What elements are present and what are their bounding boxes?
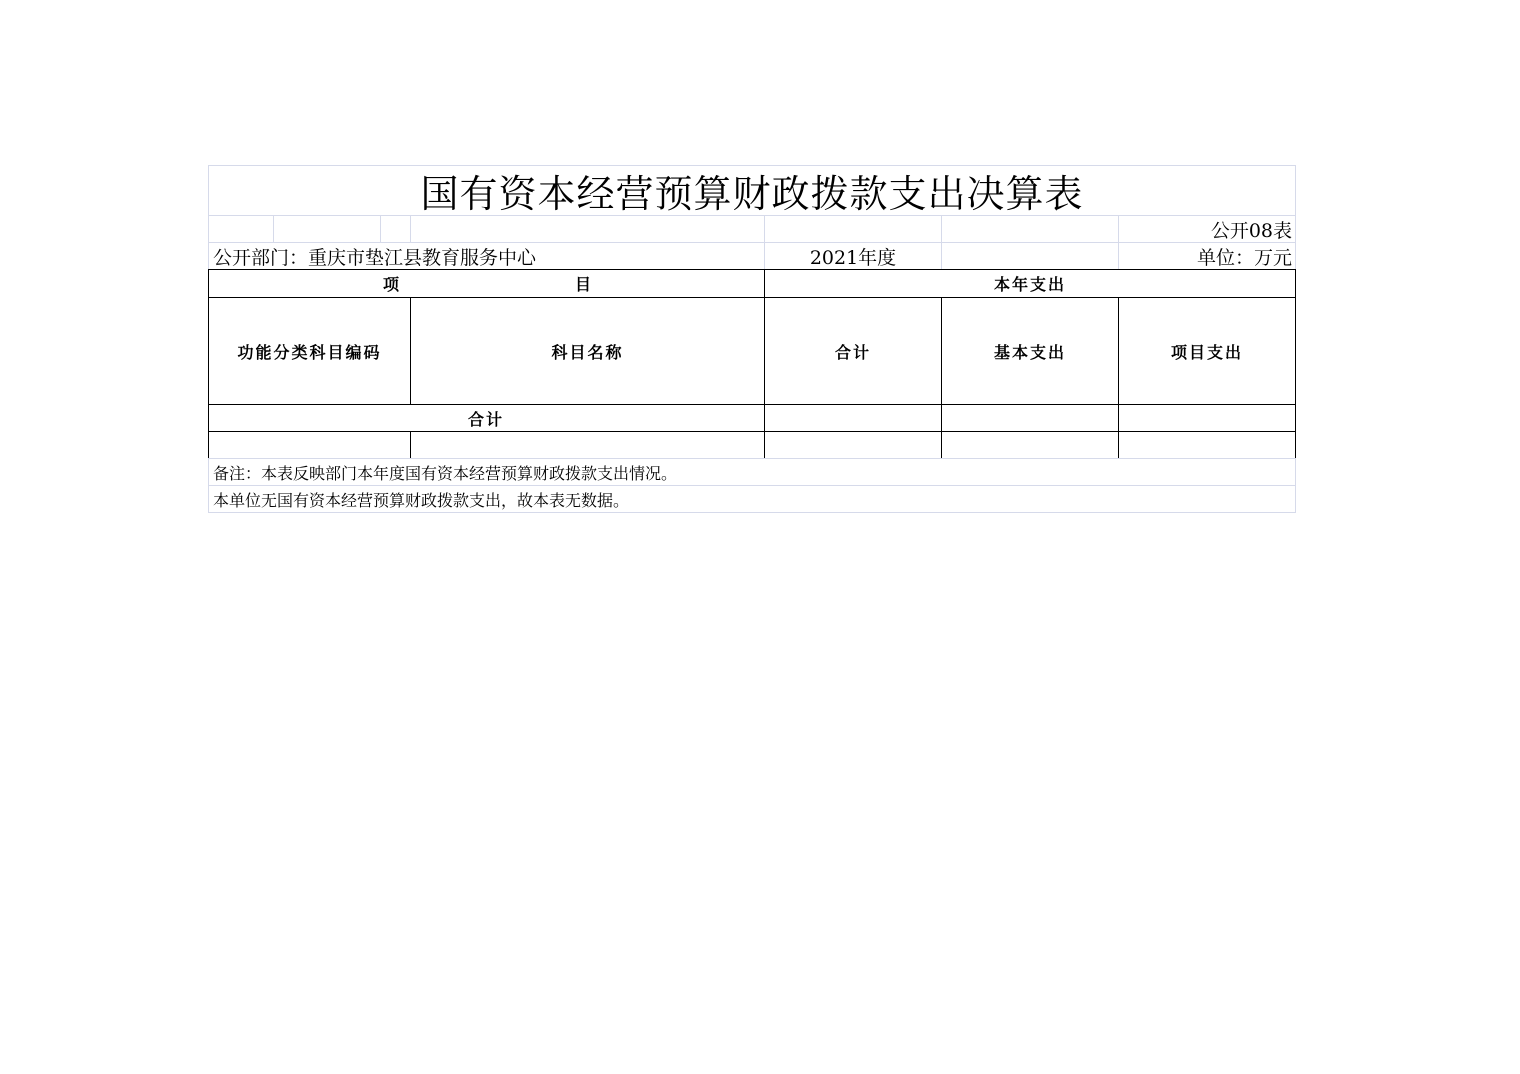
header-item [208, 269, 765, 298]
header-item-right: 目 [575, 275, 594, 294]
total-row-total [764, 404, 942, 432]
fiscal-year: 2021年度 [764, 242, 942, 270]
grid-cell [941, 215, 1119, 243]
table-row-project [1118, 431, 1296, 459]
report-title: 国有资本经营预算财政拨款支出决算表 [208, 165, 1296, 216]
header-item-left: 项 [383, 275, 402, 294]
grid-cell [410, 215, 765, 243]
table-row-name [410, 431, 765, 459]
grid-cell [273, 215, 381, 243]
header-code: 功能分类科目编码 [208, 297, 411, 405]
total-row-basic [941, 404, 1119, 432]
department-label: 公开部门：重庆市垫江县教育服务中心 [208, 242, 765, 270]
total-row-label: 合计 [468, 409, 505, 429]
grid-cell [764, 215, 942, 243]
header-subject-name: 科目名称 [410, 297, 765, 405]
note-line-2: 本单位无国有资本经营预算财政拨款支出，故本表无数据。 [208, 485, 1296, 513]
header-project: 项目支出 [1118, 297, 1296, 405]
grid-cell [208, 215, 274, 243]
table-row-code [208, 431, 411, 459]
note-line-1: 备注：本表反映部门本年度国有资本经营预算财政拨款支出情况。 [208, 458, 1296, 486]
total-row-project [1118, 404, 1296, 432]
header-total: 合计 [764, 297, 942, 405]
table-row-basic [941, 431, 1119, 459]
form-number: 公开08表 [1118, 215, 1296, 243]
total-row-label-cell [208, 404, 765, 432]
table-row-total [764, 431, 942, 459]
header-current-year-expense: 本年支出 [764, 269, 1296, 298]
grid-cell [941, 242, 1119, 270]
unit-label: 单位：万元 [1118, 242, 1296, 270]
header-basic: 基本支出 [941, 297, 1119, 405]
grid-cell [380, 215, 411, 243]
report-sheet [208, 165, 1296, 513]
